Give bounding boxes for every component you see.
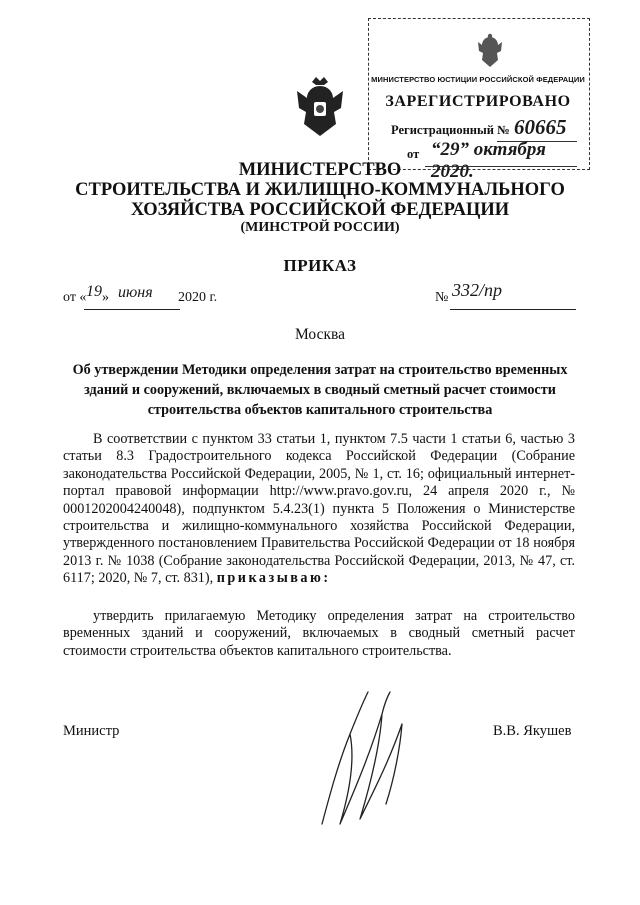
stamp-status: ЗАРЕГИСТРИРОВАНО (385, 93, 571, 110)
document-title: Об утверждении Методики определения затрат на строительство временных зданий и сооружений, включаемых в сводный сметный расчет стоимости строительства объектов капитального строительства (72, 362, 568, 418)
emblem-icon (290, 76, 350, 142)
document-number: 332/пр (452, 280, 503, 300)
stamp-org: МИНИСТЕРСТВО ЮСТИЦИИ РОССИЙСКОЙ ФЕДЕРАЦИИ (371, 75, 585, 84)
date-year: 2020 г. (178, 290, 218, 305)
order-word: приказываю: (216, 570, 331, 587)
signatory-role: Министр (63, 723, 120, 739)
ministry-name-line1: МИНИСТЕРСТВО (238, 160, 402, 180)
date-quote-close: » (102, 290, 109, 305)
paragraph-resolution (63, 608, 575, 660)
signature-icon (310, 684, 420, 834)
ministry-name-line3: ХОЗЯЙСТВА РОССИЙСКОЙ ФЕДЕРАЦИИ (130, 200, 510, 220)
stamp-date-value: “29” октября 2020. (431, 139, 546, 182)
number-label: № (435, 290, 449, 305)
paragraph-basis (63, 431, 575, 588)
registration-stamp (368, 18, 590, 182)
city: Москва (295, 326, 345, 343)
stamp-reg-label: Регистрационный № (391, 123, 510, 137)
document-type: ПРИКАЗ (283, 256, 357, 275)
ministry-short-name: (МИНСТРОЙ РОССИИ) (240, 220, 400, 235)
paragraph-basis-text: В соответствии с пунктом 33 статьи 1, пунктом 7.5 части 1 статьи 6, частью 3 статьи 8.3 Градостроительного кодекса Российской Федерации (Собрание законодательства Российской Федерации, 2005, № 1, ст. 16; официальный интернет-портал правовой информации http://www.pravo.gov.ru, 24 апреля 2020 г., № 0001202004240048), подпунктом 5.4.23(1) пункта 5 Положения о Министерстве строительства и жилищно-коммунального хозяйства Российской Федерации, утвержденного постановлением Правительства Российской Федерации от 18 ноября 2013 г. № 1038 (Собрание законодательства Российской Федерации, 2013, № 47, ст. 6117; 2020, № 7, ст. 831), (63, 431, 575, 587)
date-month: июня (118, 284, 153, 301)
ministry-name-line2: СТРОИТЕЛЬСТВА И ЖИЛИЩНО-КОММУНАЛЬНОГО (75, 180, 565, 200)
stamp-date-label: от (407, 147, 420, 161)
signatory-name: В.В. Якушев (493, 723, 572, 739)
stamp-reg-number: 60665 (514, 115, 567, 139)
date-prefix: от « (63, 290, 87, 305)
date-day: 19 (86, 283, 102, 300)
paragraph-resolution-text: утвердить прилагаемую Методику определения затрат на строительство временных зданий и сооружений, включаемых в сводный сметный расчет стоимости строительства объектов капитального строительства. (63, 608, 575, 659)
stamp-emblem-icon (473, 33, 507, 71)
number-underline (450, 309, 576, 310)
date-underline (84, 309, 180, 310)
